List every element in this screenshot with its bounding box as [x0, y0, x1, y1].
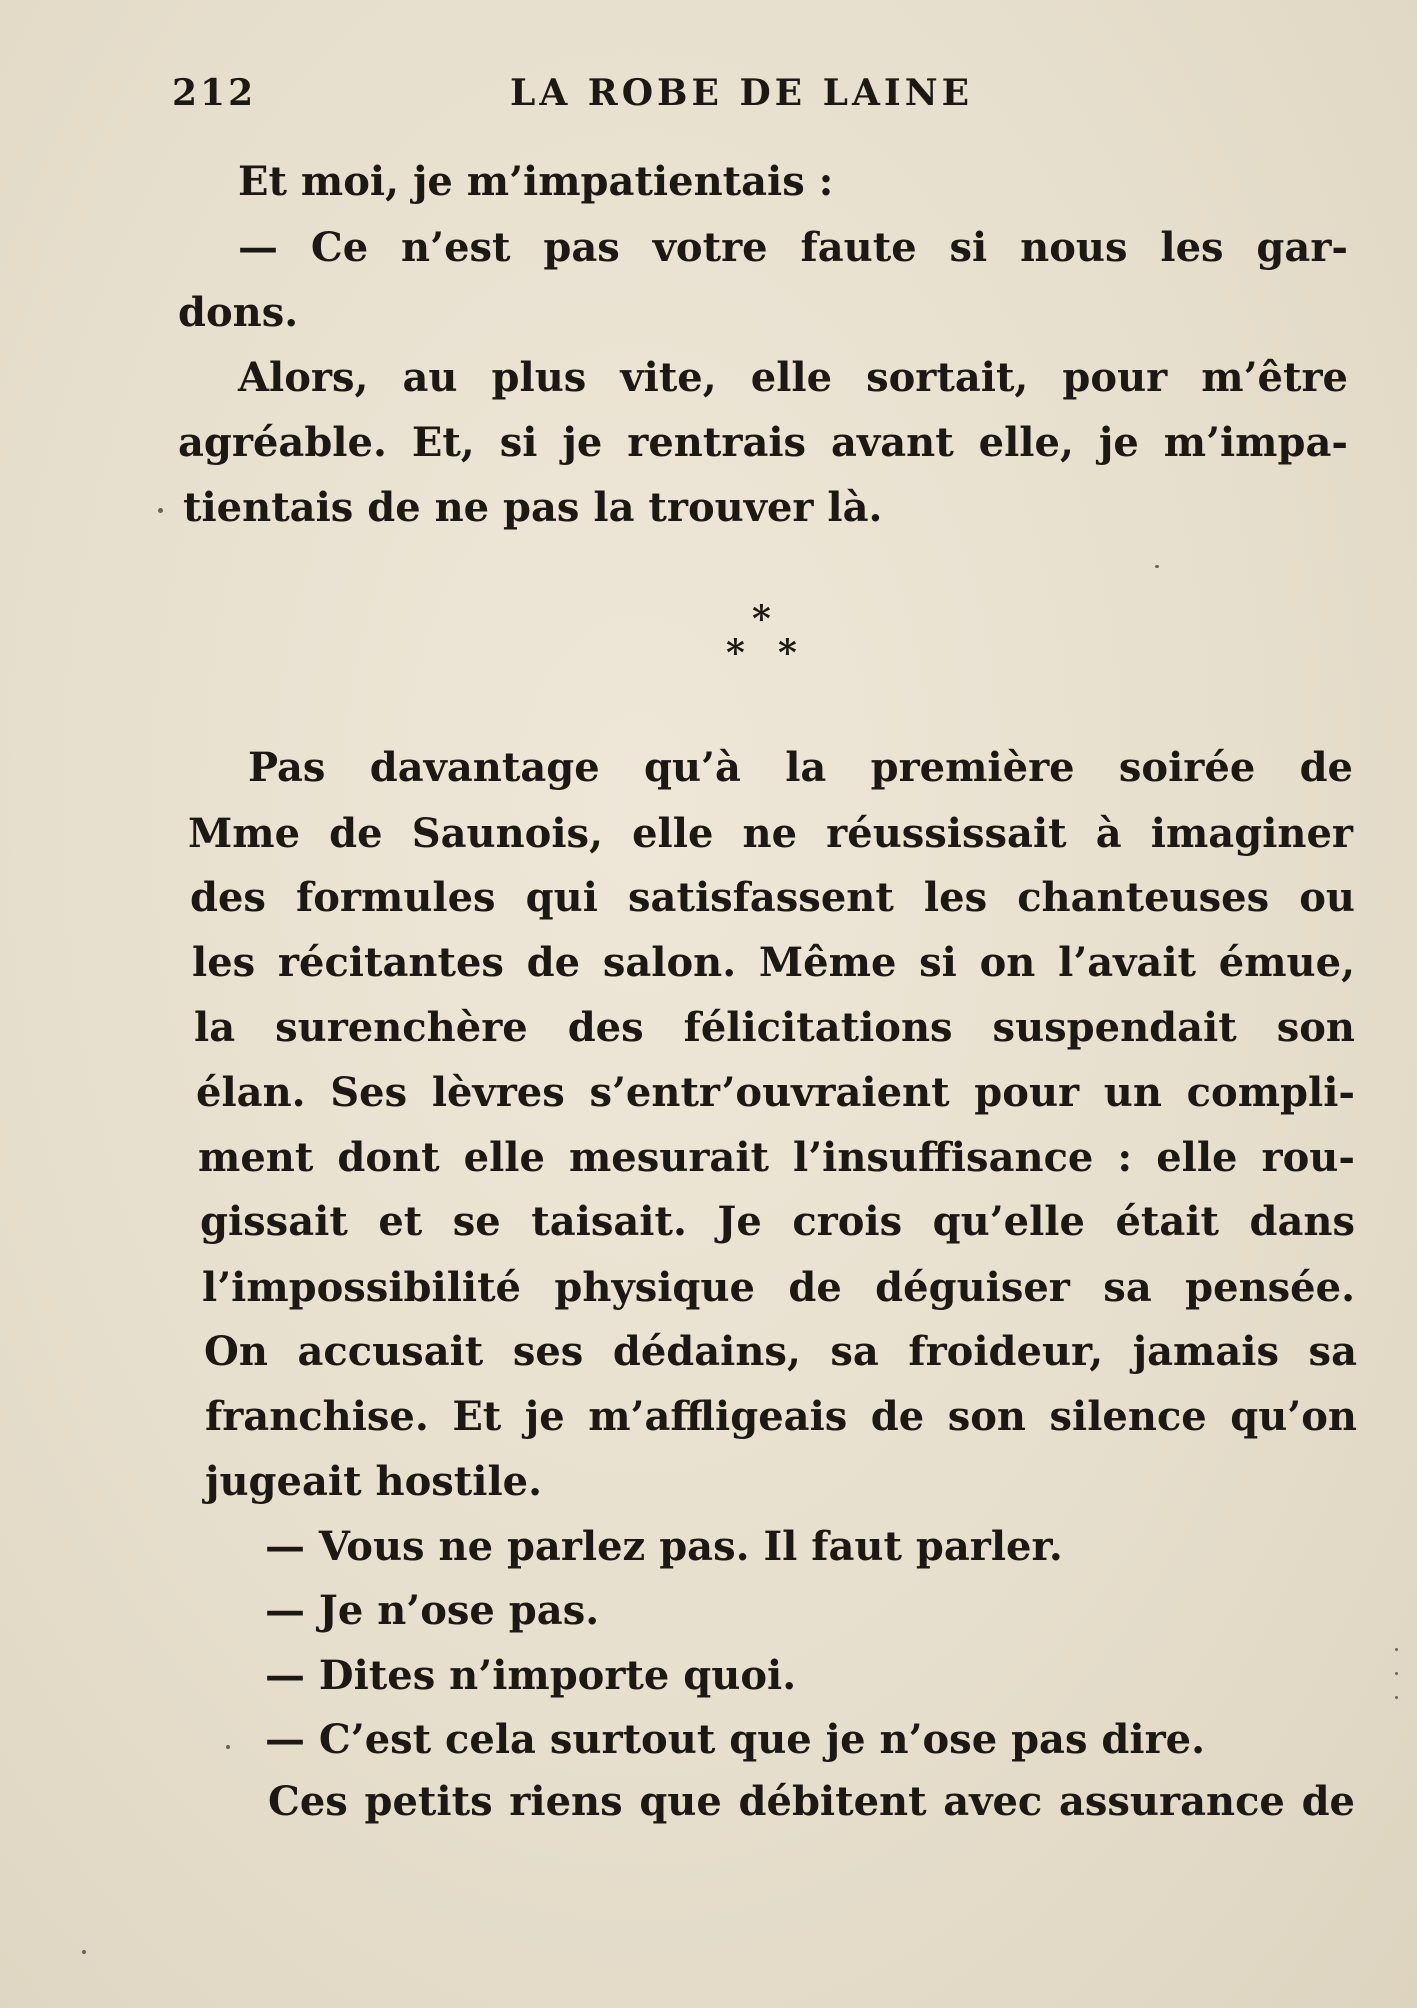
text-line: des formules qui satisfassent les chanteuses ou: [190, 874, 1355, 921]
paper-speck: [1155, 565, 1159, 568]
dialogue-line: — C’est cela surtout que je n’ose pas dire.: [265, 1716, 1206, 1763]
text-line: Alors, au plus vite, elle sortait, pour m’être: [238, 354, 1348, 401]
paper-speck: [82, 1950, 86, 1954]
text-line: Mme de Saunois, elle ne réussissait à imaginer: [188, 810, 1353, 857]
dialogue-line: — Vous ne parlez pas. Il faut parler.: [265, 1523, 1063, 1570]
paper-speck: [1395, 1696, 1398, 1699]
text-line: On accusait ses dédains, sa froideur, jamais sa: [204, 1328, 1357, 1375]
text-line: ment dont elle mesurait l’insuffisance : elle rou-: [198, 1134, 1355, 1181]
paper-speck: [158, 508, 163, 513]
running-header: [172, 72, 1332, 122]
text-line: Pas davantage qu’à la première soirée de: [248, 744, 1353, 791]
dialogue-line: — Dites n’importe quoi.: [265, 1652, 797, 1699]
text-line: agréable. Et, si je rentrais avant elle, je m’impa-: [178, 419, 1348, 466]
text-line: franchise. Et je m’affligeais de son silence qu’on: [205, 1393, 1357, 1440]
text-line: — Ce n’est pas votre faute si nous les gar-: [238, 224, 1348, 271]
paper-speck: [1395, 1648, 1398, 1651]
text-line: élan. Ses lèvres s’entr’ouvraient pour un compli-: [196, 1069, 1355, 1116]
text-line: l’impossibilité physique de déguiser sa pensée.: [202, 1264, 1355, 1311]
text-line: la surenchère des félicitations suspendait son: [194, 1004, 1355, 1051]
text-line: les récitantes de salon. Même si on l’avait émue,: [192, 939, 1355, 986]
text-line: Et moi, je m’impatientais :: [238, 158, 834, 205]
text-line: jugeait hostile.: [205, 1458, 543, 1505]
text-line: Ces petits riens que débitent avec assurance de: [268, 1778, 1355, 1825]
separator-star: *: [726, 632, 745, 674]
text-line: dons.: [178, 289, 299, 336]
dialogue-line: — Je n’ose pas.: [265, 1587, 600, 1634]
paper-speck: [1395, 1672, 1398, 1675]
separator-star: *: [752, 598, 771, 640]
separator-star: *: [778, 632, 797, 674]
text-line: gissait et se taisait. Je crois qu’elle était dans: [200, 1198, 1355, 1245]
page-number: 212: [172, 72, 257, 114]
paper-speck: [226, 1745, 230, 1749]
section-separator: [700, 598, 820, 678]
text-line: tientais de ne pas la trouver là.: [183, 484, 883, 531]
running-title: LA ROBE DE LAINE: [510, 72, 974, 114]
